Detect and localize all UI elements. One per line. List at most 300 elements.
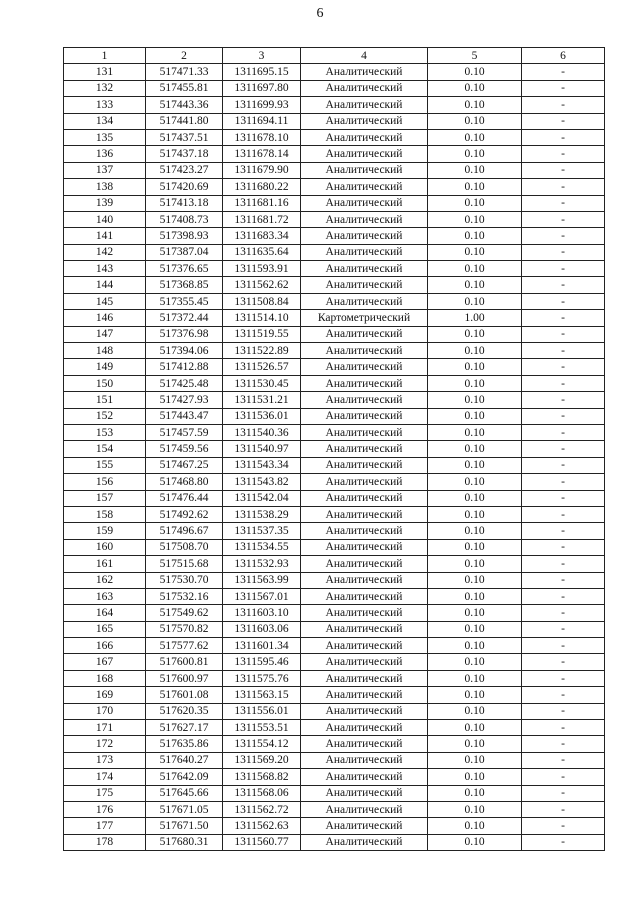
point-number-cell: 133 <box>64 97 146 113</box>
note-cell: - <box>522 523 605 539</box>
table-row <box>64 97 605 113</box>
method-cell: Аналитический <box>301 408 428 424</box>
table-row <box>64 490 605 506</box>
point-number-cell: 172 <box>64 736 146 752</box>
x-coordinate-cell: 517476.44 <box>146 490 223 506</box>
point-number-cell: 138 <box>64 179 146 195</box>
y-coordinate-cell: 1311526.57 <box>223 359 301 375</box>
method-cell: Аналитический <box>301 392 428 408</box>
x-coordinate-cell: 517368.85 <box>146 277 223 293</box>
y-coordinate-cell: 1311560.77 <box>223 834 301 850</box>
table-row <box>64 113 605 129</box>
y-coordinate-cell: 1311563.99 <box>223 572 301 588</box>
table-row <box>64 834 605 850</box>
x-coordinate-cell: 517627.17 <box>146 720 223 736</box>
table-header-row <box>64 48 605 64</box>
note-cell: - <box>522 113 605 129</box>
y-coordinate-cell: 1311553.51 <box>223 720 301 736</box>
method-cell: Аналитический <box>301 801 428 817</box>
point-number-cell: 177 <box>64 818 146 834</box>
x-coordinate-cell: 517671.50 <box>146 818 223 834</box>
table-row <box>64 64 605 80</box>
table-row <box>64 654 605 670</box>
table-row <box>64 720 605 736</box>
y-coordinate-cell: 1311556.01 <box>223 703 301 719</box>
y-coordinate-cell: 1311683.34 <box>223 228 301 244</box>
method-cell: Аналитический <box>301 539 428 555</box>
x-coordinate-cell: 517376.65 <box>146 261 223 277</box>
accuracy-cell: 0.10 <box>428 146 522 162</box>
x-coordinate-cell: 517577.62 <box>146 638 223 654</box>
y-coordinate-cell: 1311593.91 <box>223 261 301 277</box>
note-cell: - <box>522 424 605 440</box>
y-coordinate-cell: 1311680.22 <box>223 179 301 195</box>
table-row <box>64 605 605 621</box>
point-number-cell: 173 <box>64 752 146 768</box>
table-row <box>64 129 605 145</box>
x-coordinate-cell: 517680.31 <box>146 834 223 850</box>
note-cell: - <box>522 80 605 96</box>
point-number-cell: 134 <box>64 113 146 129</box>
method-cell: Аналитический <box>301 572 428 588</box>
x-coordinate-cell: 517642.09 <box>146 769 223 785</box>
method-cell: Аналитический <box>301 97 428 113</box>
y-coordinate-cell: 1311542.04 <box>223 490 301 506</box>
x-coordinate-cell: 517387.04 <box>146 244 223 260</box>
x-coordinate-cell: 517492.62 <box>146 506 223 522</box>
x-coordinate-cell: 517376.98 <box>146 326 223 342</box>
point-number-cell: 139 <box>64 195 146 211</box>
y-coordinate-cell: 1311522.89 <box>223 343 301 359</box>
point-number-cell: 152 <box>64 408 146 424</box>
note-cell: - <box>522 556 605 572</box>
y-coordinate-cell: 1311694.11 <box>223 113 301 129</box>
table-row <box>64 621 605 637</box>
x-coordinate-cell: 517457.59 <box>146 424 223 440</box>
x-coordinate-cell: 517459.56 <box>146 441 223 457</box>
method-cell: Аналитический <box>301 162 428 178</box>
note-cell: - <box>522 64 605 80</box>
method-cell: Аналитический <box>301 818 428 834</box>
accuracy-cell: 0.10 <box>428 179 522 195</box>
note-cell: - <box>522 720 605 736</box>
y-coordinate-cell: 1311568.06 <box>223 785 301 801</box>
column-header: 6 <box>522 48 605 64</box>
y-coordinate-cell: 1311543.82 <box>223 474 301 490</box>
note-cell: - <box>522 343 605 359</box>
method-cell: Аналитический <box>301 523 428 539</box>
accuracy-cell: 0.10 <box>428 539 522 555</box>
method-cell: Аналитический <box>301 80 428 96</box>
method-cell: Аналитический <box>301 424 428 440</box>
point-number-cell: 151 <box>64 392 146 408</box>
note-cell: - <box>522 195 605 211</box>
note-cell: - <box>522 162 605 178</box>
table-body <box>64 64 605 851</box>
point-number-cell: 162 <box>64 572 146 588</box>
accuracy-cell: 0.10 <box>428 293 522 309</box>
note-cell: - <box>522 801 605 817</box>
method-cell: Аналитический <box>301 490 428 506</box>
column-header: 2 <box>146 48 223 64</box>
method-cell: Аналитический <box>301 752 428 768</box>
point-number-cell: 146 <box>64 310 146 326</box>
table-row <box>64 277 605 293</box>
accuracy-cell: 0.10 <box>428 588 522 604</box>
y-coordinate-cell: 1311508.84 <box>223 293 301 309</box>
accuracy-cell: 0.10 <box>428 457 522 473</box>
y-coordinate-cell: 1311540.36 <box>223 424 301 440</box>
method-cell: Аналитический <box>301 211 428 227</box>
table-row <box>64 310 605 326</box>
note-cell: - <box>522 539 605 555</box>
x-coordinate-cell: 517437.18 <box>146 146 223 162</box>
note-cell: - <box>522 490 605 506</box>
accuracy-cell: 1.00 <box>428 310 522 326</box>
table-row <box>64 146 605 162</box>
method-cell: Аналитический <box>301 720 428 736</box>
point-number-cell: 161 <box>64 556 146 572</box>
y-coordinate-cell: 1311699.93 <box>223 97 301 113</box>
note-cell: - <box>522 129 605 145</box>
x-coordinate-cell: 517468.80 <box>146 474 223 490</box>
y-coordinate-cell: 1311603.10 <box>223 605 301 621</box>
accuracy-cell: 0.10 <box>428 769 522 785</box>
accuracy-cell: 0.10 <box>428 474 522 490</box>
table-row <box>64 457 605 473</box>
x-coordinate-cell: 517408.73 <box>146 211 223 227</box>
point-number-cell: 135 <box>64 129 146 145</box>
point-number-cell: 164 <box>64 605 146 621</box>
accuracy-cell: 0.10 <box>428 80 522 96</box>
accuracy-cell: 0.10 <box>428 523 522 539</box>
note-cell: - <box>522 359 605 375</box>
table-row <box>64 261 605 277</box>
point-number-cell: 154 <box>64 441 146 457</box>
table-row <box>64 375 605 391</box>
accuracy-cell: 0.10 <box>428 703 522 719</box>
x-coordinate-cell: 517467.25 <box>146 457 223 473</box>
x-coordinate-cell: 517601.08 <box>146 687 223 703</box>
method-cell: Аналитический <box>301 195 428 211</box>
method-cell: Аналитический <box>301 146 428 162</box>
y-coordinate-cell: 1311679.90 <box>223 162 301 178</box>
x-coordinate-cell: 517443.47 <box>146 408 223 424</box>
coordinates-table <box>63 47 605 851</box>
x-coordinate-cell: 517394.06 <box>146 343 223 359</box>
point-number-cell: 167 <box>64 654 146 670</box>
note-cell: - <box>522 228 605 244</box>
accuracy-cell: 0.10 <box>428 654 522 670</box>
note-cell: - <box>522 638 605 654</box>
table-row <box>64 687 605 703</box>
note-cell: - <box>522 293 605 309</box>
accuracy-cell: 0.10 <box>428 244 522 260</box>
x-coordinate-cell: 517398.93 <box>146 228 223 244</box>
table-row <box>64 392 605 408</box>
note-cell: - <box>522 441 605 457</box>
note-cell: - <box>522 179 605 195</box>
method-cell: Аналитический <box>301 834 428 850</box>
x-coordinate-cell: 517508.70 <box>146 539 223 555</box>
point-number-cell: 136 <box>64 146 146 162</box>
method-cell: Аналитический <box>301 588 428 604</box>
method-cell: Аналитический <box>301 556 428 572</box>
column-header: 5 <box>428 48 522 64</box>
note-cell: - <box>522 474 605 490</box>
method-cell: Картометрический <box>301 310 428 326</box>
accuracy-cell: 0.10 <box>428 64 522 80</box>
table-row <box>64 228 605 244</box>
table-row <box>64 293 605 309</box>
y-coordinate-cell: 1311532.93 <box>223 556 301 572</box>
note-cell: - <box>522 97 605 113</box>
point-number-cell: 158 <box>64 506 146 522</box>
method-cell: Аналитический <box>301 244 428 260</box>
note-cell: - <box>522 277 605 293</box>
table-row <box>64 162 605 178</box>
point-number-cell: 132 <box>64 80 146 96</box>
accuracy-cell: 0.10 <box>428 490 522 506</box>
x-coordinate-cell: 517413.18 <box>146 195 223 211</box>
y-coordinate-cell: 1311681.16 <box>223 195 301 211</box>
accuracy-cell: 0.10 <box>428 408 522 424</box>
y-coordinate-cell: 1311562.63 <box>223 818 301 834</box>
x-coordinate-cell: 517645.66 <box>146 785 223 801</box>
accuracy-cell: 0.10 <box>428 113 522 129</box>
method-cell: Аналитический <box>301 506 428 522</box>
note-cell: - <box>522 408 605 424</box>
note-cell: - <box>522 785 605 801</box>
y-coordinate-cell: 1311543.34 <box>223 457 301 473</box>
table-row <box>64 785 605 801</box>
table-row <box>64 588 605 604</box>
accuracy-cell: 0.10 <box>428 441 522 457</box>
note-cell: - <box>522 211 605 227</box>
accuracy-cell: 0.10 <box>428 129 522 145</box>
page-number: 6 <box>316 6 324 21</box>
method-cell: Аналитический <box>301 129 428 145</box>
method-cell: Аналитический <box>301 277 428 293</box>
x-coordinate-cell: 517471.33 <box>146 64 223 80</box>
y-coordinate-cell: 1311595.46 <box>223 654 301 670</box>
point-number-cell: 157 <box>64 490 146 506</box>
x-coordinate-cell: 517420.69 <box>146 179 223 195</box>
accuracy-cell: 0.10 <box>428 506 522 522</box>
x-coordinate-cell: 517437.51 <box>146 129 223 145</box>
accuracy-cell: 0.10 <box>428 736 522 752</box>
point-number-cell: 131 <box>64 64 146 80</box>
accuracy-cell: 0.10 <box>428 752 522 768</box>
accuracy-cell: 0.10 <box>428 556 522 572</box>
point-number-cell: 175 <box>64 785 146 801</box>
note-cell: - <box>522 146 605 162</box>
x-coordinate-cell: 517441.80 <box>146 113 223 129</box>
method-cell: Аналитический <box>301 261 428 277</box>
method-cell: Аналитический <box>301 326 428 342</box>
table-row <box>64 556 605 572</box>
y-coordinate-cell: 1311537.35 <box>223 523 301 539</box>
table-row <box>64 572 605 588</box>
note-cell: - <box>522 588 605 604</box>
y-coordinate-cell: 1311695.15 <box>223 64 301 80</box>
note-cell: - <box>522 736 605 752</box>
column-header: 1 <box>64 48 146 64</box>
accuracy-cell: 0.10 <box>428 359 522 375</box>
method-cell: Аналитический <box>301 621 428 637</box>
accuracy-cell: 0.10 <box>428 195 522 211</box>
method-cell: Аналитический <box>301 785 428 801</box>
point-number-cell: 160 <box>64 539 146 555</box>
y-coordinate-cell: 1311514.10 <box>223 310 301 326</box>
note-cell: - <box>522 670 605 686</box>
table-row <box>64 736 605 752</box>
table-row <box>64 195 605 211</box>
x-coordinate-cell: 517530.70 <box>146 572 223 588</box>
y-coordinate-cell: 1311681.72 <box>223 211 301 227</box>
note-cell: - <box>522 392 605 408</box>
method-cell: Аналитический <box>301 605 428 621</box>
note-cell: - <box>522 621 605 637</box>
point-number-cell: 166 <box>64 638 146 654</box>
column-header: 3 <box>223 48 301 64</box>
point-number-cell: 178 <box>64 834 146 850</box>
accuracy-cell: 0.10 <box>428 375 522 391</box>
method-cell: Аналитический <box>301 64 428 80</box>
method-cell: Аналитический <box>301 113 428 129</box>
x-coordinate-cell: 517425.48 <box>146 375 223 391</box>
method-cell: Аналитический <box>301 375 428 391</box>
y-coordinate-cell: 1311534.55 <box>223 539 301 555</box>
accuracy-cell: 0.10 <box>428 801 522 817</box>
point-number-cell: 141 <box>64 228 146 244</box>
method-cell: Аналитический <box>301 687 428 703</box>
table-row <box>64 474 605 490</box>
x-coordinate-cell: 517640.27 <box>146 752 223 768</box>
point-number-cell: 163 <box>64 588 146 604</box>
point-number-cell: 143 <box>64 261 146 277</box>
accuracy-cell: 0.10 <box>428 326 522 342</box>
table-row <box>64 179 605 195</box>
y-coordinate-cell: 1311567.01 <box>223 588 301 604</box>
point-number-cell: 150 <box>64 375 146 391</box>
y-coordinate-cell: 1311635.64 <box>223 244 301 260</box>
y-coordinate-cell: 1311536.01 <box>223 408 301 424</box>
method-cell: Аналитический <box>301 179 428 195</box>
note-cell: - <box>522 326 605 342</box>
point-number-cell: 165 <box>64 621 146 637</box>
point-number-cell: 169 <box>64 687 146 703</box>
method-cell: Аналитический <box>301 343 428 359</box>
point-number-cell: 148 <box>64 343 146 359</box>
accuracy-cell: 0.10 <box>428 670 522 686</box>
x-coordinate-cell: 517427.93 <box>146 392 223 408</box>
table-row <box>64 752 605 768</box>
accuracy-cell: 0.10 <box>428 261 522 277</box>
accuracy-cell: 0.10 <box>428 277 522 293</box>
accuracy-cell: 0.10 <box>428 228 522 244</box>
method-cell: Аналитический <box>301 457 428 473</box>
accuracy-cell: 0.10 <box>428 638 522 654</box>
point-number-cell: 176 <box>64 801 146 817</box>
accuracy-cell: 0.10 <box>428 211 522 227</box>
method-cell: Аналитический <box>301 638 428 654</box>
point-number-cell: 156 <box>64 474 146 490</box>
method-cell: Аналитический <box>301 670 428 686</box>
table-row <box>64 818 605 834</box>
method-cell: Аналитический <box>301 228 428 244</box>
table-row <box>64 211 605 227</box>
accuracy-cell: 0.10 <box>428 720 522 736</box>
table-row <box>64 703 605 719</box>
y-coordinate-cell: 1311568.82 <box>223 769 301 785</box>
table-row <box>64 359 605 375</box>
note-cell: - <box>522 605 605 621</box>
point-number-cell: 145 <box>64 293 146 309</box>
method-cell: Аналитический <box>301 736 428 752</box>
point-number-cell: 137 <box>64 162 146 178</box>
table-row <box>64 408 605 424</box>
x-coordinate-cell: 517671.05 <box>146 801 223 817</box>
table-row <box>64 80 605 96</box>
accuracy-cell: 0.10 <box>428 605 522 621</box>
x-coordinate-cell: 517412.88 <box>146 359 223 375</box>
note-cell: - <box>522 375 605 391</box>
method-cell: Аналитический <box>301 654 428 670</box>
note-cell: - <box>522 818 605 834</box>
point-number-cell: 159 <box>64 523 146 539</box>
x-coordinate-cell: 517372.44 <box>146 310 223 326</box>
x-coordinate-cell: 517496.67 <box>146 523 223 539</box>
y-coordinate-cell: 1311601.34 <box>223 638 301 654</box>
y-coordinate-cell: 1311530.45 <box>223 375 301 391</box>
point-number-cell: 140 <box>64 211 146 227</box>
accuracy-cell: 0.10 <box>428 572 522 588</box>
table-row <box>64 244 605 260</box>
accuracy-cell: 0.10 <box>428 424 522 440</box>
point-number-cell: 142 <box>64 244 146 260</box>
table-row <box>64 441 605 457</box>
x-coordinate-cell: 517443.36 <box>146 97 223 113</box>
y-coordinate-cell: 1311540.97 <box>223 441 301 457</box>
x-coordinate-cell: 517620.35 <box>146 703 223 719</box>
y-coordinate-cell: 1311603.06 <box>223 621 301 637</box>
x-coordinate-cell: 517455.81 <box>146 80 223 96</box>
accuracy-cell: 0.10 <box>428 818 522 834</box>
column-header: 4 <box>301 48 428 64</box>
y-coordinate-cell: 1311538.29 <box>223 506 301 522</box>
point-number-cell: 144 <box>64 277 146 293</box>
point-number-cell: 168 <box>64 670 146 686</box>
x-coordinate-cell: 517549.62 <box>146 605 223 621</box>
accuracy-cell: 0.10 <box>428 97 522 113</box>
method-cell: Аналитический <box>301 474 428 490</box>
note-cell: - <box>522 769 605 785</box>
note-cell: - <box>522 687 605 703</box>
method-cell: Аналитический <box>301 703 428 719</box>
point-number-cell: 171 <box>64 720 146 736</box>
accuracy-cell: 0.10 <box>428 834 522 850</box>
y-coordinate-cell: 1311575.76 <box>223 670 301 686</box>
y-coordinate-cell: 1311678.14 <box>223 146 301 162</box>
table-row <box>64 670 605 686</box>
note-cell: - <box>522 752 605 768</box>
accuracy-cell: 0.10 <box>428 621 522 637</box>
point-number-cell: 147 <box>64 326 146 342</box>
y-coordinate-cell: 1311554.12 <box>223 736 301 752</box>
method-cell: Аналитический <box>301 293 428 309</box>
method-cell: Аналитический <box>301 359 428 375</box>
